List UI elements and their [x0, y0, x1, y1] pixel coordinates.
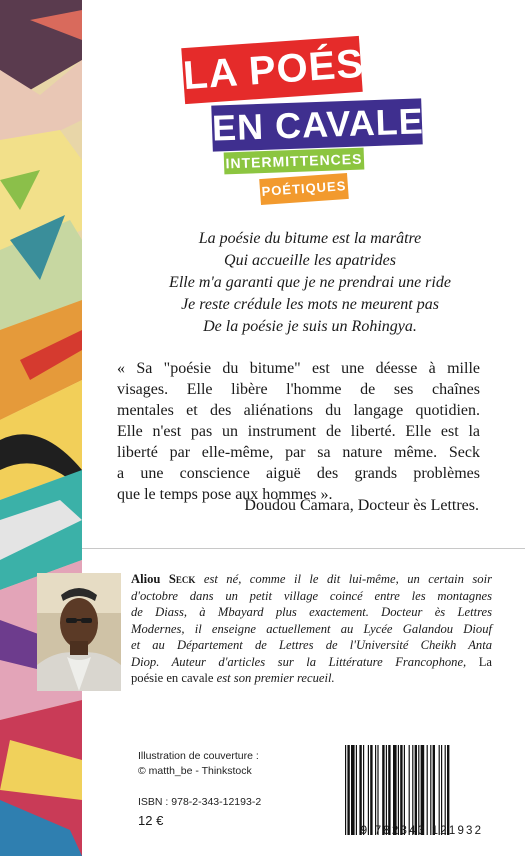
divider [82, 548, 525, 549]
title-line-2: EN CAVALE [211, 98, 422, 151]
barcode-bar [393, 745, 397, 835]
title-line-1: LA POÉSIE [181, 36, 362, 104]
quote-attribution: Doudou Camara, Docteur ès Lettres. [244, 497, 479, 514]
barcode-bar [427, 745, 428, 835]
poem-line: Je reste crédule les mots ne meurent pas [181, 296, 439, 313]
barcode-bar [447, 745, 449, 835]
quote-line: « Sa "poésie du bitume" est une déesse à mille [117, 360, 480, 377]
barcode-bar [409, 745, 410, 835]
barcode-bar [412, 745, 413, 835]
barcode-bar [363, 745, 364, 835]
barcode-bar [388, 745, 390, 835]
bio-text: de Diass, à Mbayard plus exactement. Docteur ès Lettres [131, 605, 492, 619]
barcode-bar [368, 745, 369, 835]
poem-excerpt [130, 228, 490, 338]
critic-quote [117, 358, 480, 505]
illustration-source: © matth_be - Thinkstock [138, 765, 252, 777]
barcode-bar [404, 745, 405, 835]
barcode-bar [415, 745, 417, 835]
quote-line: a une conscience aiguë des grands problèmes [117, 465, 480, 482]
isbn: ISBN : 978-2-343-12193-2 [138, 796, 262, 808]
barcode-bar [433, 745, 435, 835]
barcode-number: 9 782343 121932 [360, 825, 484, 837]
bio-text: Modernes, il enseigne actuellement au Lycée Galandou Diouf [131, 621, 492, 636]
barcode-bar [370, 745, 372, 835]
barcode-bar [418, 745, 419, 835]
barcode-bar [351, 745, 355, 835]
barcode-bar [421, 745, 425, 835]
bio-text: et au Département de Lettres de l'Université Cheikh Anta [131, 638, 492, 652]
poem-line: Qui accueille les apatrides [224, 252, 396, 269]
quote-line: visages. Elle libère l'homme de ses chaînes [117, 381, 480, 398]
bio-text: Diop. Auteur d'articles sur la Littérature Francophone, [131, 654, 467, 669]
cover-artwork-strip [0, 0, 82, 856]
barcode-bar [439, 745, 440, 835]
price: 12 € [138, 813, 164, 828]
bio-text: La [466, 654, 492, 669]
poem-line: Elle m'a garanti que je ne prendrai une ride [169, 274, 451, 291]
quote-line: Elle n'est pas un instrument de liberté. Elle est la [117, 423, 480, 440]
illustration-label: Illustration de couverture : [138, 750, 259, 762]
bio-text: est son premier recueil. [213, 671, 335, 685]
illustration-credit [138, 749, 259, 779]
author-last-name: Seck [168, 572, 196, 586]
quote-line: liberté par elle-même, par sa nature même. Seck [117, 444, 480, 461]
barcode-bar [400, 745, 402, 835]
author-first-name: Aliou [131, 572, 161, 586]
barcode-bar [398, 745, 399, 835]
barcode-bar [347, 745, 349, 835]
barcode-bar [377, 745, 378, 835]
barcode-bar [386, 745, 387, 835]
author-bio [131, 571, 492, 687]
poem-line: La poésie du bitume est la marâtre [198, 230, 422, 247]
poem-line: De la poésie je suis un Rohingya. [203, 318, 417, 335]
barcode-bar [356, 745, 357, 835]
bio-text: d'octobre dans un petit village coincé entre les montagnes [131, 588, 492, 603]
barcode [343, 745, 500, 835]
quote-line: que le temps pose aux hommes ». [117, 486, 333, 503]
subtitle-line-2: POÉTIQUES [259, 173, 349, 205]
author-photo [37, 573, 121, 691]
bio-text: est né, comme il le dit lui-même, un certain soir [195, 572, 492, 586]
bio-book-title: poésie en cavale [131, 671, 214, 685]
barcode-bar [441, 745, 442, 835]
barcode-bar [382, 745, 384, 835]
barcode-bar [375, 745, 376, 835]
barcode-bar [430, 745, 431, 835]
subtitle-line-1: INTERMITTENCES [224, 148, 365, 175]
barcode-bar [359, 745, 361, 835]
barcode-bar [345, 745, 346, 835]
quote-line: mentales et des aliénations du langage quotidien. [117, 402, 480, 419]
barcode-bar [445, 745, 446, 835]
